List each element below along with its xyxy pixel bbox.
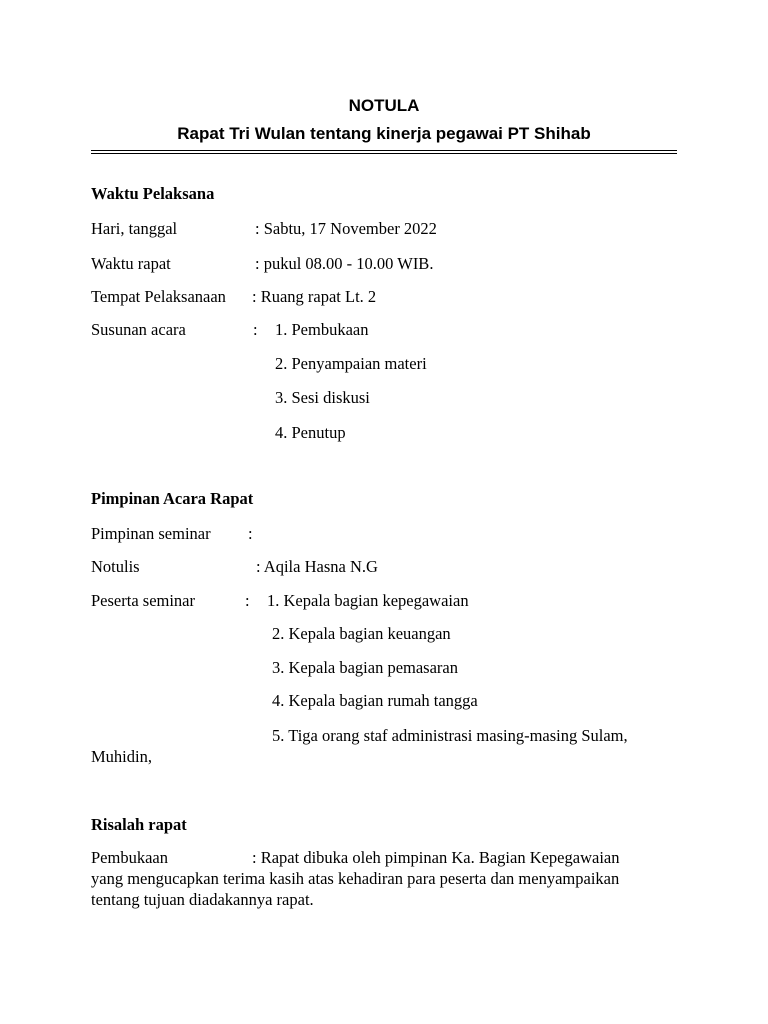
tempat-label: Tempat Pelaksanaan	[91, 287, 226, 306]
pimpinan-label: Pimpinan seminar	[91, 524, 211, 543]
risalah-heading: Risalah rapat	[91, 815, 187, 834]
pembukaan-text-line: : Rapat dibuka oleh pimpinan Ka. Bagian Kepegawaian	[252, 848, 620, 867]
peserta-item: 3. Kepala bagian pemasaran	[272, 658, 458, 677]
susunan-label: Susunan acara	[91, 320, 186, 339]
notulis-label: Notulis	[91, 557, 140, 576]
document-title: NOTULA	[348, 96, 420, 115]
peserta-item: 5. Tiga orang staf administrasi masing-masing Sulam,	[272, 726, 628, 745]
hari-value: : Sabtu, 17 November 2022	[255, 219, 437, 238]
pembukaan-text-line: tentang tujuan diadakannya rapat.	[91, 890, 314, 909]
notulis-value: : Aqila Hasna N.G	[256, 557, 378, 576]
peserta-colon: :	[245, 591, 250, 610]
susunan-item: 1. Pembukaan	[275, 320, 369, 339]
susunan-item: 3. Sesi diskusi	[275, 388, 370, 407]
peserta-item: 1. Kepala bagian kepegawaian	[267, 591, 469, 610]
waktu-heading: Waktu Pelaksana	[91, 184, 215, 203]
peserta-item: 4. Kepala bagian rumah tangga	[272, 691, 478, 710]
peserta-label: Peserta seminar	[91, 591, 196, 610]
title-rule-top	[91, 150, 677, 151]
susunan-colon: :	[253, 320, 258, 339]
waktu-label: Waktu rapat	[91, 254, 171, 273]
pimpinan-colon: :	[248, 524, 253, 543]
susunan-item: 2. Penyampaian materi	[275, 354, 427, 373]
document-subtitle: Rapat Tri Wulan tentang kinerja pegawai PT Shihab	[177, 124, 591, 143]
peserta-continuation: Muhidin,	[91, 747, 152, 766]
pembukaan-label: Pembukaan	[91, 848, 168, 867]
title-rule-bottom	[91, 153, 677, 154]
tempat-value: : Ruang rapat Lt. 2	[252, 287, 377, 306]
hari-label: Hari, tanggal	[91, 219, 178, 238]
pembukaan-text-line: yang mengucapkan terima kasih atas kehadiran para peserta dan menyampaikan	[91, 869, 620, 888]
pimpinan-heading: Pimpinan Acara Rapat	[91, 489, 254, 508]
susunan-item: 4. Penutup	[275, 423, 346, 442]
waktu-value: : pukul 08.00 - 10.00 WIB.	[255, 254, 434, 273]
peserta-item: 2. Kepala bagian keuangan	[272, 624, 451, 643]
